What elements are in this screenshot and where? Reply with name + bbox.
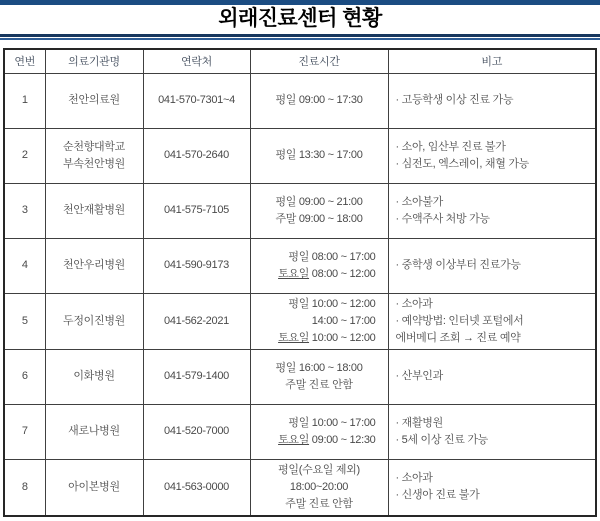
remarks	[388, 73, 596, 128]
hours-line: 평일 16:00 ~ 18:00	[275, 361, 363, 374]
hours-line: 평일 09:00 ~ 17:30	[275, 94, 363, 106]
note-line: · 중학생 이상부터 진료가능	[395, 259, 521, 271]
hospital-name-line: 부속천안병원	[63, 157, 125, 170]
note-line: · 5세 이상 진료 가능	[395, 433, 488, 446]
phone-number: 041-520-7000	[143, 404, 250, 459]
title-underline-rule	[0, 34, 600, 40]
page-title: 외래진료센터 현황	[218, 7, 382, 30]
hours-line	[255, 266, 376, 283]
table-row	[4, 293, 596, 349]
note-line: · 소아불가	[395, 195, 443, 208]
saturday-label: 토요일	[278, 267, 310, 280]
hospital-name-line: 천안우리병원	[63, 259, 125, 271]
phone-number: 041-562-2021	[143, 293, 250, 349]
phone-number: 041-590-9173	[143, 238, 250, 293]
table-row	[4, 73, 596, 128]
row-number: 7	[4, 404, 45, 459]
note-line: · 신생아 진료 불가	[395, 489, 480, 501]
phone-number: 041-570-7301~4	[143, 73, 250, 128]
note-line: · 예약방법: 인터넷 포털에서	[395, 314, 524, 327]
remarks	[388, 459, 596, 516]
table-row	[4, 459, 596, 516]
hours-line: 평일 09:00 ~ 21:00	[275, 195, 363, 208]
header-row	[4, 49, 596, 73]
hospital-name	[45, 128, 143, 183]
hours-line: 주말 진료 안함	[285, 378, 353, 391]
phone-number: 041-570-2640	[143, 128, 250, 183]
hours-time: 08:00 ~ 12:00	[309, 267, 376, 280]
hours-line: 14:00 ~ 17:00	[311, 314, 376, 327]
top-rule	[0, 0, 600, 5]
hospital-name-line: 아이본병원	[68, 480, 120, 493]
hospital-name-line: 천안의료원	[68, 94, 120, 106]
note-line: · 고등학생 이상 진료 가능	[395, 94, 514, 106]
row-number: 5	[4, 293, 45, 349]
treatment-hours	[250, 293, 388, 349]
hours-time: 10:00 ~ 12:00	[309, 331, 376, 344]
row-number: 8	[4, 459, 45, 516]
treatment-hours	[250, 404, 388, 459]
table-row	[4, 128, 596, 183]
note-line: · 소아과	[395, 297, 433, 310]
note-line: · 수액주사 처방 가능	[395, 212, 490, 225]
hospital-name	[45, 183, 143, 238]
hospital-name-line: 이화병원	[73, 370, 115, 382]
col-header-remarks: 비고	[388, 49, 596, 73]
col-header-number: 연번	[4, 49, 45, 73]
hours-line: 18:00~20:00	[289, 480, 349, 493]
note-line: 에버메디 조회 → 진료 예약	[395, 331, 521, 344]
phone-number: 041-575-7105	[143, 183, 250, 238]
col-header-hours: 진료시간	[250, 49, 388, 73]
note-line: · 소아과	[395, 472, 433, 484]
remarks	[388, 349, 596, 404]
hospital-name	[45, 459, 143, 516]
hospital-name	[45, 349, 143, 404]
treatment-hours	[250, 73, 388, 128]
remarks	[388, 183, 596, 238]
saturday-label: 토요일	[278, 433, 310, 446]
hours-line: 평일(수요일 제외)	[278, 463, 360, 476]
note-line: · 재활병원	[395, 416, 443, 429]
hospital-name	[45, 238, 143, 293]
hospital-name-line: 천안재활병원	[63, 204, 125, 216]
hospital-name	[45, 73, 143, 128]
col-header-institution: 의료기관명	[45, 49, 143, 73]
treatment-hours	[250, 459, 388, 516]
phone-number: 041-563-0000	[143, 459, 250, 516]
row-number: 3	[4, 183, 45, 238]
hours-time: 09:00 ~ 12:30	[309, 433, 376, 446]
treatment-hours	[250, 238, 388, 293]
note-line: · 소아, 임산부 진료 불가	[395, 140, 506, 153]
hours-line: 주말 09:00 ~ 18:00	[275, 212, 363, 225]
row-number: 6	[4, 349, 45, 404]
table-row	[4, 349, 596, 404]
remarks	[388, 128, 596, 183]
treatment-hours	[250, 183, 388, 238]
saturday-label: 토요일	[278, 331, 310, 344]
row-number: 1	[4, 73, 45, 128]
hospital-name	[45, 293, 143, 349]
phone-number: 041-579-1400	[143, 349, 250, 404]
col-header-contact: 연락처	[143, 49, 250, 73]
row-number: 4	[4, 238, 45, 293]
table-row	[4, 404, 596, 459]
hospital-name-line: 두정이진병원	[63, 314, 125, 327]
remarks	[388, 293, 596, 349]
hours-line	[255, 432, 376, 449]
row-number: 2	[4, 128, 45, 183]
note-line: · 심전도, 엑스레이, 채혈 가능	[395, 157, 529, 170]
outpatient-centers-table	[3, 48, 597, 517]
remarks	[388, 404, 596, 459]
hours-line: 평일 13:30 ~ 17:00	[275, 149, 363, 161]
hours-line: 평일 08:00 ~ 17:00	[288, 250, 376, 263]
hours-line: 평일 10:00 ~ 12:00	[288, 297, 376, 310]
hospital-name-line: 순천향대학교	[63, 140, 125, 153]
treatment-hours	[250, 128, 388, 183]
treatment-hours	[250, 349, 388, 404]
remarks	[388, 238, 596, 293]
note-line: · 산부인과	[395, 370, 443, 382]
hospital-name-line: 새로나병원	[68, 425, 120, 437]
hours-line	[255, 330, 376, 347]
hours-line: 주말 진료 안함	[285, 497, 353, 510]
hours-line: 평일 10:00 ~ 17:00	[288, 416, 376, 429]
table-row	[4, 183, 596, 238]
table-row	[4, 238, 596, 293]
hospital-name	[45, 404, 143, 459]
